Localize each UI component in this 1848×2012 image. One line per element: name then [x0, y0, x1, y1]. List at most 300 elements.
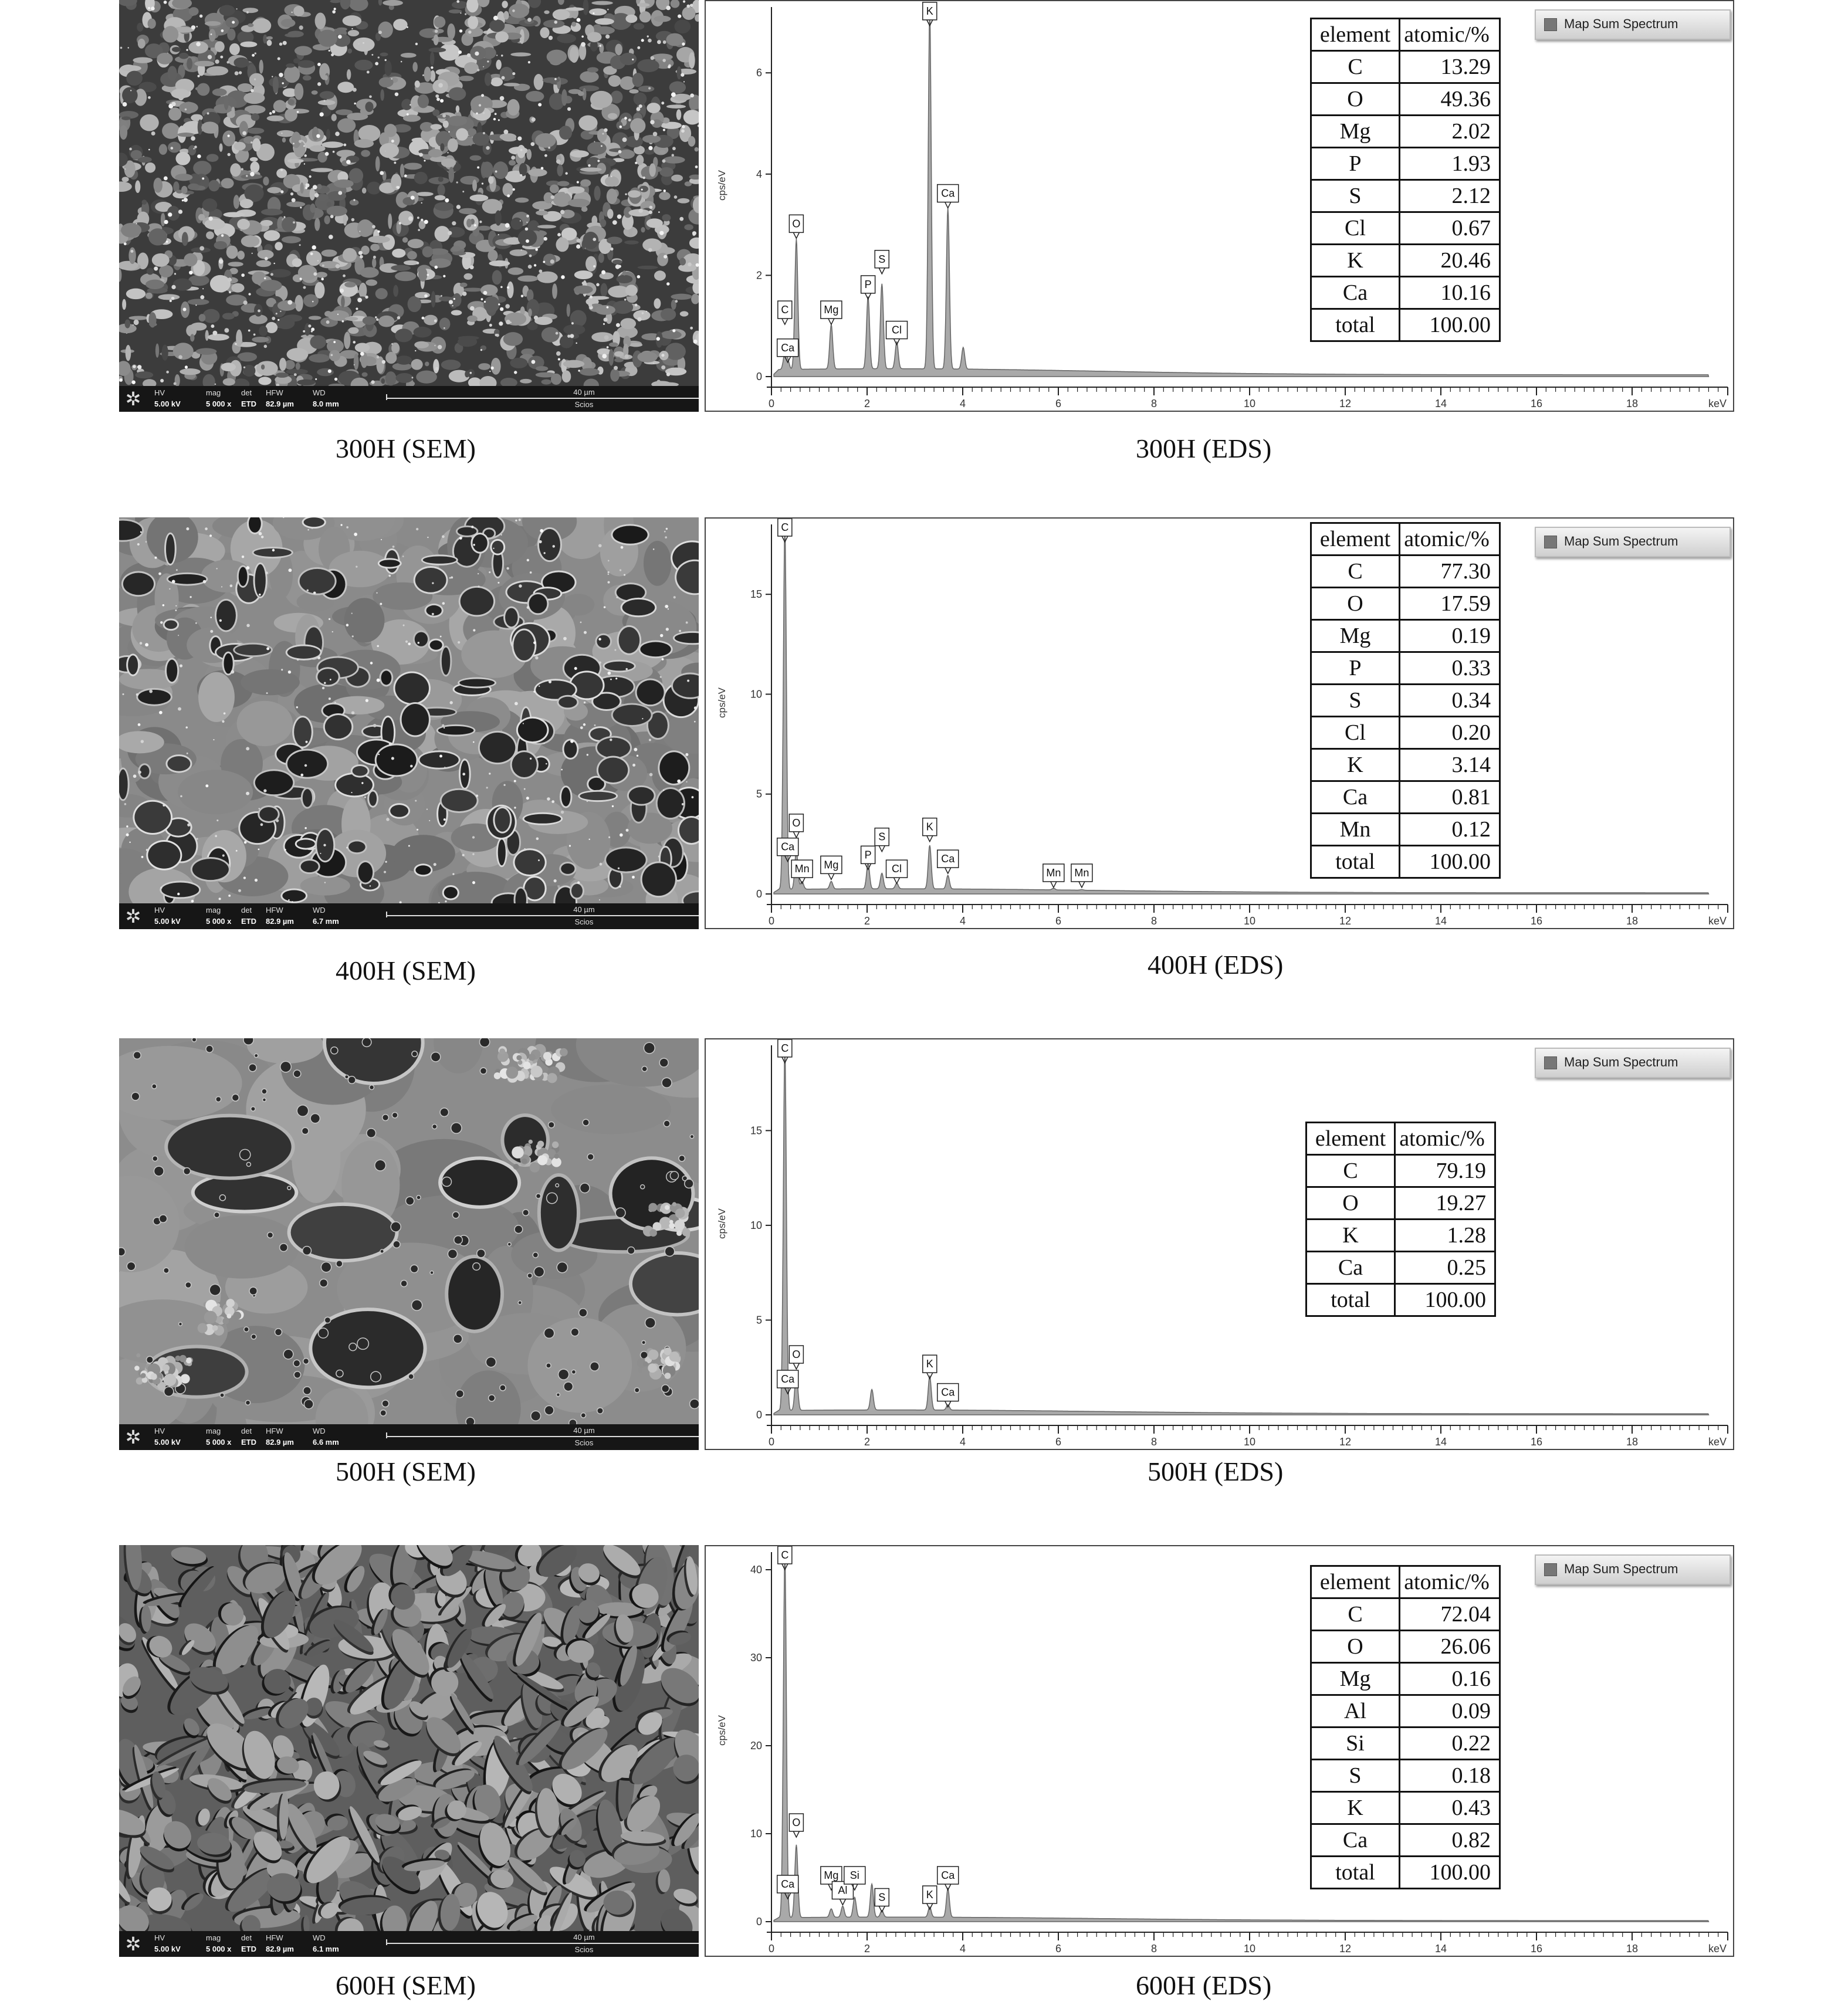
composition-table	[1305, 1122, 1496, 1317]
sem-wd: WD 6.7 mm	[313, 906, 339, 926]
peak-marker	[945, 1401, 951, 1407]
y-tick-label: 40	[750, 1564, 762, 1576]
value-cell: 100.00	[1400, 1857, 1500, 1889]
element-cell: Mg	[1311, 116, 1400, 148]
x-tick-label: 8	[1150, 1436, 1157, 1448]
x-tick-label: 18	[1626, 1943, 1639, 1955]
value-cell: 1.28	[1395, 1220, 1495, 1252]
value-cell: 3.14	[1400, 749, 1500, 781]
legend-label: Map Sum Spectrum	[1564, 534, 1678, 548]
peak-label: Mg	[824, 1869, 839, 1881]
x-tick-label: 16	[1530, 398, 1543, 409]
x-tick-label: 18	[1626, 398, 1639, 409]
peak-marker	[879, 268, 885, 274]
y-tick-label: 15	[750, 588, 762, 601]
peak-label: O	[792, 218, 801, 230]
sem-wd: WD 6.6 mm	[313, 1427, 339, 1447]
element-cell: Mg	[1311, 620, 1400, 652]
value-cell: 0.22	[1400, 1728, 1500, 1760]
y-tick-label: 2	[756, 269, 762, 282]
peak-marker	[828, 319, 834, 324]
table-row	[1311, 846, 1500, 878]
sem-hv: HV 5.00 kV	[154, 388, 181, 408]
value-cell: 2.12	[1400, 180, 1500, 212]
x-tick-label: 8	[1150, 915, 1157, 927]
peak-marker	[945, 868, 951, 873]
element-cell: S	[1311, 685, 1400, 717]
value-cell: 100.00	[1400, 846, 1500, 878]
value-cell: 2.02	[1400, 116, 1500, 148]
table-row	[1311, 652, 1500, 685]
composition-table	[1310, 18, 1501, 342]
peak-label: K	[926, 5, 933, 17]
header-atomic-percent: atomic/%	[1395, 1123, 1495, 1155]
y-tick-label: 0	[756, 1916, 762, 1928]
value-cell: 100.00	[1395, 1284, 1495, 1316]
header-atomic-percent: atomic/%	[1400, 523, 1500, 555]
table-row	[1311, 1857, 1500, 1889]
peak-label: K	[926, 821, 933, 833]
table-row	[1311, 1792, 1500, 1824]
peak-marker	[793, 1363, 799, 1369]
x-axis-unit: keV	[1708, 1943, 1727, 1955]
legend-label: Map Sum Spectrum	[1564, 1561, 1678, 1576]
peak-label: Cl	[892, 324, 902, 336]
x-tick-label: 8	[1150, 398, 1157, 409]
header-element: element	[1311, 1566, 1400, 1598]
peak-label: S	[878, 253, 886, 265]
sem-mag: mag 5 000 x	[206, 388, 232, 408]
element-cell: O	[1307, 1187, 1395, 1220]
peak-label: Ca	[941, 1386, 955, 1398]
sem-scale-bar: 40 µm Scios	[386, 1425, 699, 1448]
element-cell: Al	[1311, 1695, 1400, 1728]
value-cell: 0.20	[1400, 717, 1500, 749]
peak-label: K	[926, 1358, 933, 1370]
y-tick-label: 15	[750, 1124, 762, 1137]
sem-image-400h	[119, 517, 699, 929]
table-row	[1311, 245, 1500, 277]
caption-sem-300h: 300H (SEM)	[336, 433, 476, 463]
element-cell: S	[1311, 1760, 1400, 1792]
x-tick-label: 6	[1055, 1943, 1062, 1955]
header-atomic-percent: atomic/%	[1400, 19, 1500, 51]
value-cell: 0.67	[1400, 212, 1500, 245]
element-cell: C	[1307, 1155, 1395, 1187]
value-cell: 49.36	[1400, 83, 1500, 116]
x-axis-unit: keV	[1708, 398, 1727, 409]
table-header-row	[1307, 1123, 1495, 1155]
x-tick-label: 2	[864, 1943, 871, 1955]
peak-label: Ca	[941, 1869, 955, 1881]
sem-hfw: HFW 82.9 µm	[266, 906, 294, 926]
element-cell: total	[1311, 309, 1400, 341]
table-row	[1307, 1252, 1495, 1284]
sem-hfw: HFW 82.9 µm	[266, 388, 294, 408]
table-row	[1311, 1663, 1500, 1695]
y-tick-label: 4	[756, 168, 762, 180]
sem-det: det ETD	[241, 1427, 256, 1447]
header-element: element	[1307, 1123, 1395, 1155]
eds-plot	[706, 1546, 1733, 1956]
peak-marker	[840, 1899, 845, 1905]
x-tick-label: 0	[768, 915, 775, 927]
sem-scale-bar: 40 µm Scios	[386, 387, 699, 410]
peak-marker	[828, 873, 834, 879]
value-cell: 72.04	[1400, 1598, 1500, 1631]
caption-sem-500h: 500H (SEM)	[336, 1457, 476, 1486]
element-cell: O	[1311, 588, 1400, 620]
table-row	[1311, 1760, 1500, 1792]
value-cell: 79.19	[1395, 1155, 1495, 1187]
peak-marker	[945, 202, 951, 208]
peak-marker	[945, 1884, 951, 1890]
legend	[1535, 1554, 1731, 1585]
table-row	[1311, 116, 1500, 148]
fei-logo-icon: ✲	[125, 1427, 141, 1448]
y-tick-label: 5	[756, 1314, 762, 1326]
element-cell: O	[1311, 83, 1400, 116]
peak-label: Mn	[794, 863, 810, 875]
table-row	[1311, 1824, 1500, 1857]
y-axis-label: cps/eV	[716, 1715, 727, 1746]
value-cell: 10.16	[1400, 277, 1500, 309]
composition-table	[1310, 522, 1501, 879]
x-tick-label: 14	[1434, 1436, 1447, 1448]
peak-label: S	[878, 831, 886, 843]
peak-label: C	[781, 1042, 789, 1054]
value-cell: 13.29	[1400, 51, 1500, 83]
caption-sem-600h: 600H (SEM)	[336, 1970, 476, 2000]
table-row	[1311, 309, 1500, 341]
peak-label: P	[864, 278, 872, 290]
element-cell: K	[1307, 1220, 1395, 1252]
x-tick-label: 12	[1339, 398, 1352, 409]
sem-info-bar	[119, 1424, 699, 1450]
element-cell: total	[1307, 1284, 1395, 1316]
peak-marker	[799, 878, 805, 883]
x-tick-label: 14	[1434, 1943, 1447, 1955]
x-tick-label: 14	[1434, 915, 1447, 927]
legend-label: Map Sum Spectrum	[1564, 16, 1678, 31]
element-cell: Ca	[1311, 781, 1400, 814]
eds-spectrum-400h	[705, 517, 1734, 929]
peak-label: Mg	[824, 859, 839, 871]
table-row	[1307, 1155, 1495, 1187]
y-axis-label: cps/eV	[716, 1208, 727, 1239]
peak-label: C	[781, 304, 789, 316]
x-axis-unit: keV	[1708, 1436, 1727, 1448]
peak-marker	[793, 232, 799, 238]
sem-info-bar	[119, 1931, 699, 1957]
peak-label: Mn	[1074, 866, 1089, 879]
value-cell: 19.27	[1395, 1187, 1495, 1220]
x-tick-label: 10	[1243, 398, 1256, 409]
legend	[1535, 9, 1731, 40]
sem-mag: mag 5 000 x	[206, 1427, 232, 1447]
legend	[1535, 1048, 1731, 1078]
table-row	[1311, 1598, 1500, 1631]
sem-info-bar	[119, 903, 699, 929]
x-tick-label: 12	[1339, 915, 1352, 927]
peak-label: Al	[838, 1884, 848, 1896]
x-tick-label: 6	[1055, 398, 1062, 409]
spectrum-area	[774, 1554, 1708, 1922]
peak-label: C	[781, 521, 789, 533]
table-row	[1311, 685, 1500, 717]
eds-spectrum-300h	[705, 0, 1734, 412]
element-cell: K	[1311, 245, 1400, 277]
table-row	[1311, 1695, 1500, 1728]
caption-eds-500h: 500H (EDS)	[1148, 1457, 1284, 1486]
sem-texture	[119, 1038, 699, 1450]
value-cell: 77.30	[1400, 555, 1500, 588]
y-tick-label: 0	[756, 1409, 762, 1421]
value-cell: 0.18	[1400, 1760, 1500, 1792]
element-cell: Mg	[1311, 1663, 1400, 1695]
peak-marker	[782, 319, 788, 324]
sem-wd: WD 6.1 mm	[313, 1933, 339, 1953]
legend-swatch	[1544, 1056, 1557, 1069]
peak-label: Ca	[781, 1878, 795, 1890]
element-cell: Si	[1311, 1728, 1400, 1760]
value-cell: 0.81	[1400, 781, 1500, 814]
sem-det: det ETD	[241, 388, 256, 408]
table-row	[1311, 814, 1500, 846]
table-row	[1311, 277, 1500, 309]
x-tick-label: 4	[959, 915, 966, 927]
x-axis-unit: keV	[1708, 915, 1727, 927]
peak-marker	[879, 846, 885, 852]
table-header-row	[1311, 523, 1500, 555]
caption-eds-300h: 300H (EDS)	[1136, 433, 1272, 463]
x-tick-label: 18	[1626, 915, 1639, 927]
value-cell: 0.12	[1400, 814, 1500, 846]
composition-table	[1310, 1565, 1501, 1889]
element-cell: P	[1311, 148, 1400, 180]
table-header-row	[1311, 1566, 1500, 1598]
peak-marker	[927, 836, 933, 842]
header-element: element	[1311, 19, 1400, 51]
element-cell: O	[1311, 1631, 1400, 1663]
sem-scale-bar: 40 µm Scios	[386, 1932, 699, 1955]
value-cell: 0.43	[1400, 1792, 1500, 1824]
y-tick-label: 30	[750, 1652, 762, 1664]
x-tick-label: 14	[1434, 398, 1447, 409]
element-cell: S	[1311, 180, 1400, 212]
sem-image-600h	[119, 1545, 699, 1957]
table-row	[1311, 781, 1500, 814]
caption-sem-400h: 400H (SEM)	[336, 956, 476, 985]
value-cell: 1.93	[1400, 148, 1500, 180]
header-atomic-percent: atomic/%	[1400, 1566, 1500, 1598]
legend-swatch	[1544, 1563, 1557, 1576]
table-header-row	[1311, 19, 1500, 51]
y-tick-label: 10	[750, 1219, 762, 1231]
peak-label: Ca	[941, 853, 955, 865]
x-tick-label: 10	[1243, 1943, 1256, 1955]
x-tick-label: 10	[1243, 1436, 1256, 1448]
value-cell: 17.59	[1400, 588, 1500, 620]
table-row	[1307, 1187, 1495, 1220]
y-tick-label: 20	[750, 1740, 762, 1752]
x-tick-label: 12	[1339, 1436, 1352, 1448]
x-tick-label: 6	[1055, 915, 1062, 927]
peak-marker	[879, 1906, 885, 1912]
element-cell: K	[1311, 1792, 1400, 1824]
table-row	[1311, 1728, 1500, 1760]
table-row	[1311, 717, 1500, 749]
value-cell: 0.34	[1400, 685, 1500, 717]
sem-hv: HV 5.00 kV	[154, 1933, 181, 1953]
caption-eds-400h: 400H (EDS)	[1148, 950, 1284, 980]
x-tick-label: 2	[864, 398, 871, 409]
peak-label: Ca	[781, 841, 795, 853]
element-cell: C	[1311, 1598, 1400, 1631]
x-tick-label: 18	[1626, 1436, 1639, 1448]
fei-logo-icon: ✲	[125, 1933, 141, 1955]
peak-marker	[894, 878, 900, 883]
legend-swatch	[1544, 536, 1557, 548]
value-cell: 0.33	[1400, 652, 1500, 685]
x-tick-label: 4	[959, 398, 966, 409]
y-tick-label: 0	[756, 371, 762, 382]
value-cell: 0.82	[1400, 1824, 1500, 1857]
table-row	[1311, 588, 1500, 620]
fei-logo-icon: ✲	[125, 906, 141, 927]
sem-scale-bar: 40 µm Scios	[386, 905, 699, 927]
y-axis-label: cps/eV	[716, 687, 727, 718]
peak-label: Si	[849, 1869, 859, 1881]
sem-texture	[119, 517, 699, 929]
element-cell: Ca	[1311, 277, 1400, 309]
element-cell: total	[1311, 846, 1400, 878]
header-element: element	[1311, 523, 1400, 555]
sem-wd: WD 8.0 mm	[313, 388, 339, 408]
y-tick-label: 10	[750, 1828, 762, 1840]
y-tick-label: 10	[750, 688, 762, 700]
table-row	[1307, 1220, 1495, 1252]
peak-marker	[865, 293, 871, 299]
x-tick-label: 16	[1530, 1943, 1543, 1955]
value-cell: 0.16	[1400, 1663, 1500, 1695]
table-row	[1311, 212, 1500, 245]
x-tick-label: 4	[959, 1436, 966, 1448]
value-cell: 100.00	[1400, 309, 1500, 341]
x-tick-label: 0	[768, 1436, 775, 1448]
peak-label: S	[878, 1891, 886, 1903]
y-tick-label: 6	[756, 67, 762, 79]
peak-marker	[793, 1831, 799, 1837]
peak-label: O	[792, 1349, 801, 1360]
x-tick-label: 12	[1339, 1943, 1352, 1955]
sem-texture	[119, 0, 699, 412]
table-row	[1311, 749, 1500, 781]
peak-marker	[1051, 882, 1057, 888]
value-cell: 0.25	[1395, 1252, 1495, 1284]
table-row	[1311, 148, 1500, 180]
x-tick-label: 16	[1530, 915, 1543, 927]
element-cell: Mn	[1311, 814, 1400, 846]
peak-label: Ca	[941, 187, 955, 199]
peak-label: Ca	[781, 341, 795, 354]
peak-label: O	[792, 1817, 801, 1828]
sem-hfw: HFW 82.9 µm	[266, 1427, 294, 1447]
peak-label: K	[926, 1889, 933, 1901]
value-cell: 0.19	[1400, 620, 1500, 652]
eds-spectrum-600h	[705, 1545, 1734, 1957]
peak-marker	[1079, 882, 1085, 888]
sem-mag: mag 5 000 x	[206, 1933, 232, 1953]
x-tick-label: 10	[1243, 915, 1256, 927]
value-cell: 20.46	[1400, 245, 1500, 277]
peak-marker	[793, 832, 799, 838]
sem-det: det ETD	[241, 1933, 256, 1953]
table-row	[1311, 83, 1500, 116]
value-cell: 0.09	[1400, 1695, 1500, 1728]
legend-label: Map Sum Spectrum	[1564, 1055, 1678, 1069]
table-row	[1311, 1631, 1500, 1663]
peak-label: Mn	[1046, 866, 1061, 879]
peak-label: Ca	[781, 1373, 795, 1385]
element-cell: C	[1311, 51, 1400, 83]
element-cell: K	[1311, 749, 1400, 781]
peak-label: Mg	[824, 304, 839, 316]
sem-hv: HV 5.00 kV	[154, 1427, 181, 1447]
y-tick-label: 0	[756, 888, 762, 900]
element-cell: Ca	[1307, 1252, 1395, 1284]
sem-info-bar	[119, 386, 699, 412]
sem-image-300h	[119, 0, 699, 412]
element-cell: C	[1311, 555, 1400, 588]
x-tick-label: 2	[864, 1436, 871, 1448]
eds-plot	[706, 1039, 1733, 1449]
value-cell: 26.06	[1400, 1631, 1500, 1663]
x-tick-label: 0	[768, 1943, 775, 1955]
x-tick-label: 4	[959, 1943, 966, 1955]
x-tick-label: 6	[1055, 1436, 1062, 1448]
sem-texture	[119, 1545, 699, 1957]
caption-eds-600h: 600H (EDS)	[1136, 1970, 1272, 2000]
x-tick-label: 0	[768, 398, 775, 409]
table-row	[1307, 1284, 1495, 1316]
eds-plot	[706, 1, 1733, 411]
sem-image-500h	[119, 1038, 699, 1450]
spectrum-area	[774, 1047, 1708, 1415]
x-tick-label: 8	[1150, 1943, 1157, 1955]
eds-plot	[706, 519, 1733, 928]
spectrum-area	[774, 13, 1708, 377]
table-row	[1311, 555, 1500, 588]
legend-swatch	[1544, 18, 1557, 31]
y-tick-label: 5	[756, 788, 762, 800]
table-row	[1311, 51, 1500, 83]
peak-label: O	[792, 817, 801, 829]
x-tick-label: 2	[864, 915, 871, 927]
spectrum-area	[774, 526, 1708, 894]
y-axis-label: cps/eV	[716, 170, 727, 201]
element-cell: total	[1311, 1857, 1400, 1889]
peak-label: C	[781, 1549, 789, 1561]
sem-hfw: HFW 82.9 µm	[266, 1933, 294, 1953]
sem-mag: mag 5 000 x	[206, 906, 232, 926]
sem-hv: HV 5.00 kV	[154, 906, 181, 926]
element-cell: Cl	[1311, 717, 1400, 749]
sem-det: det ETD	[241, 906, 256, 926]
element-cell: Ca	[1311, 1824, 1400, 1857]
table-row	[1311, 180, 1500, 212]
x-tick-label: 16	[1530, 1436, 1543, 1448]
